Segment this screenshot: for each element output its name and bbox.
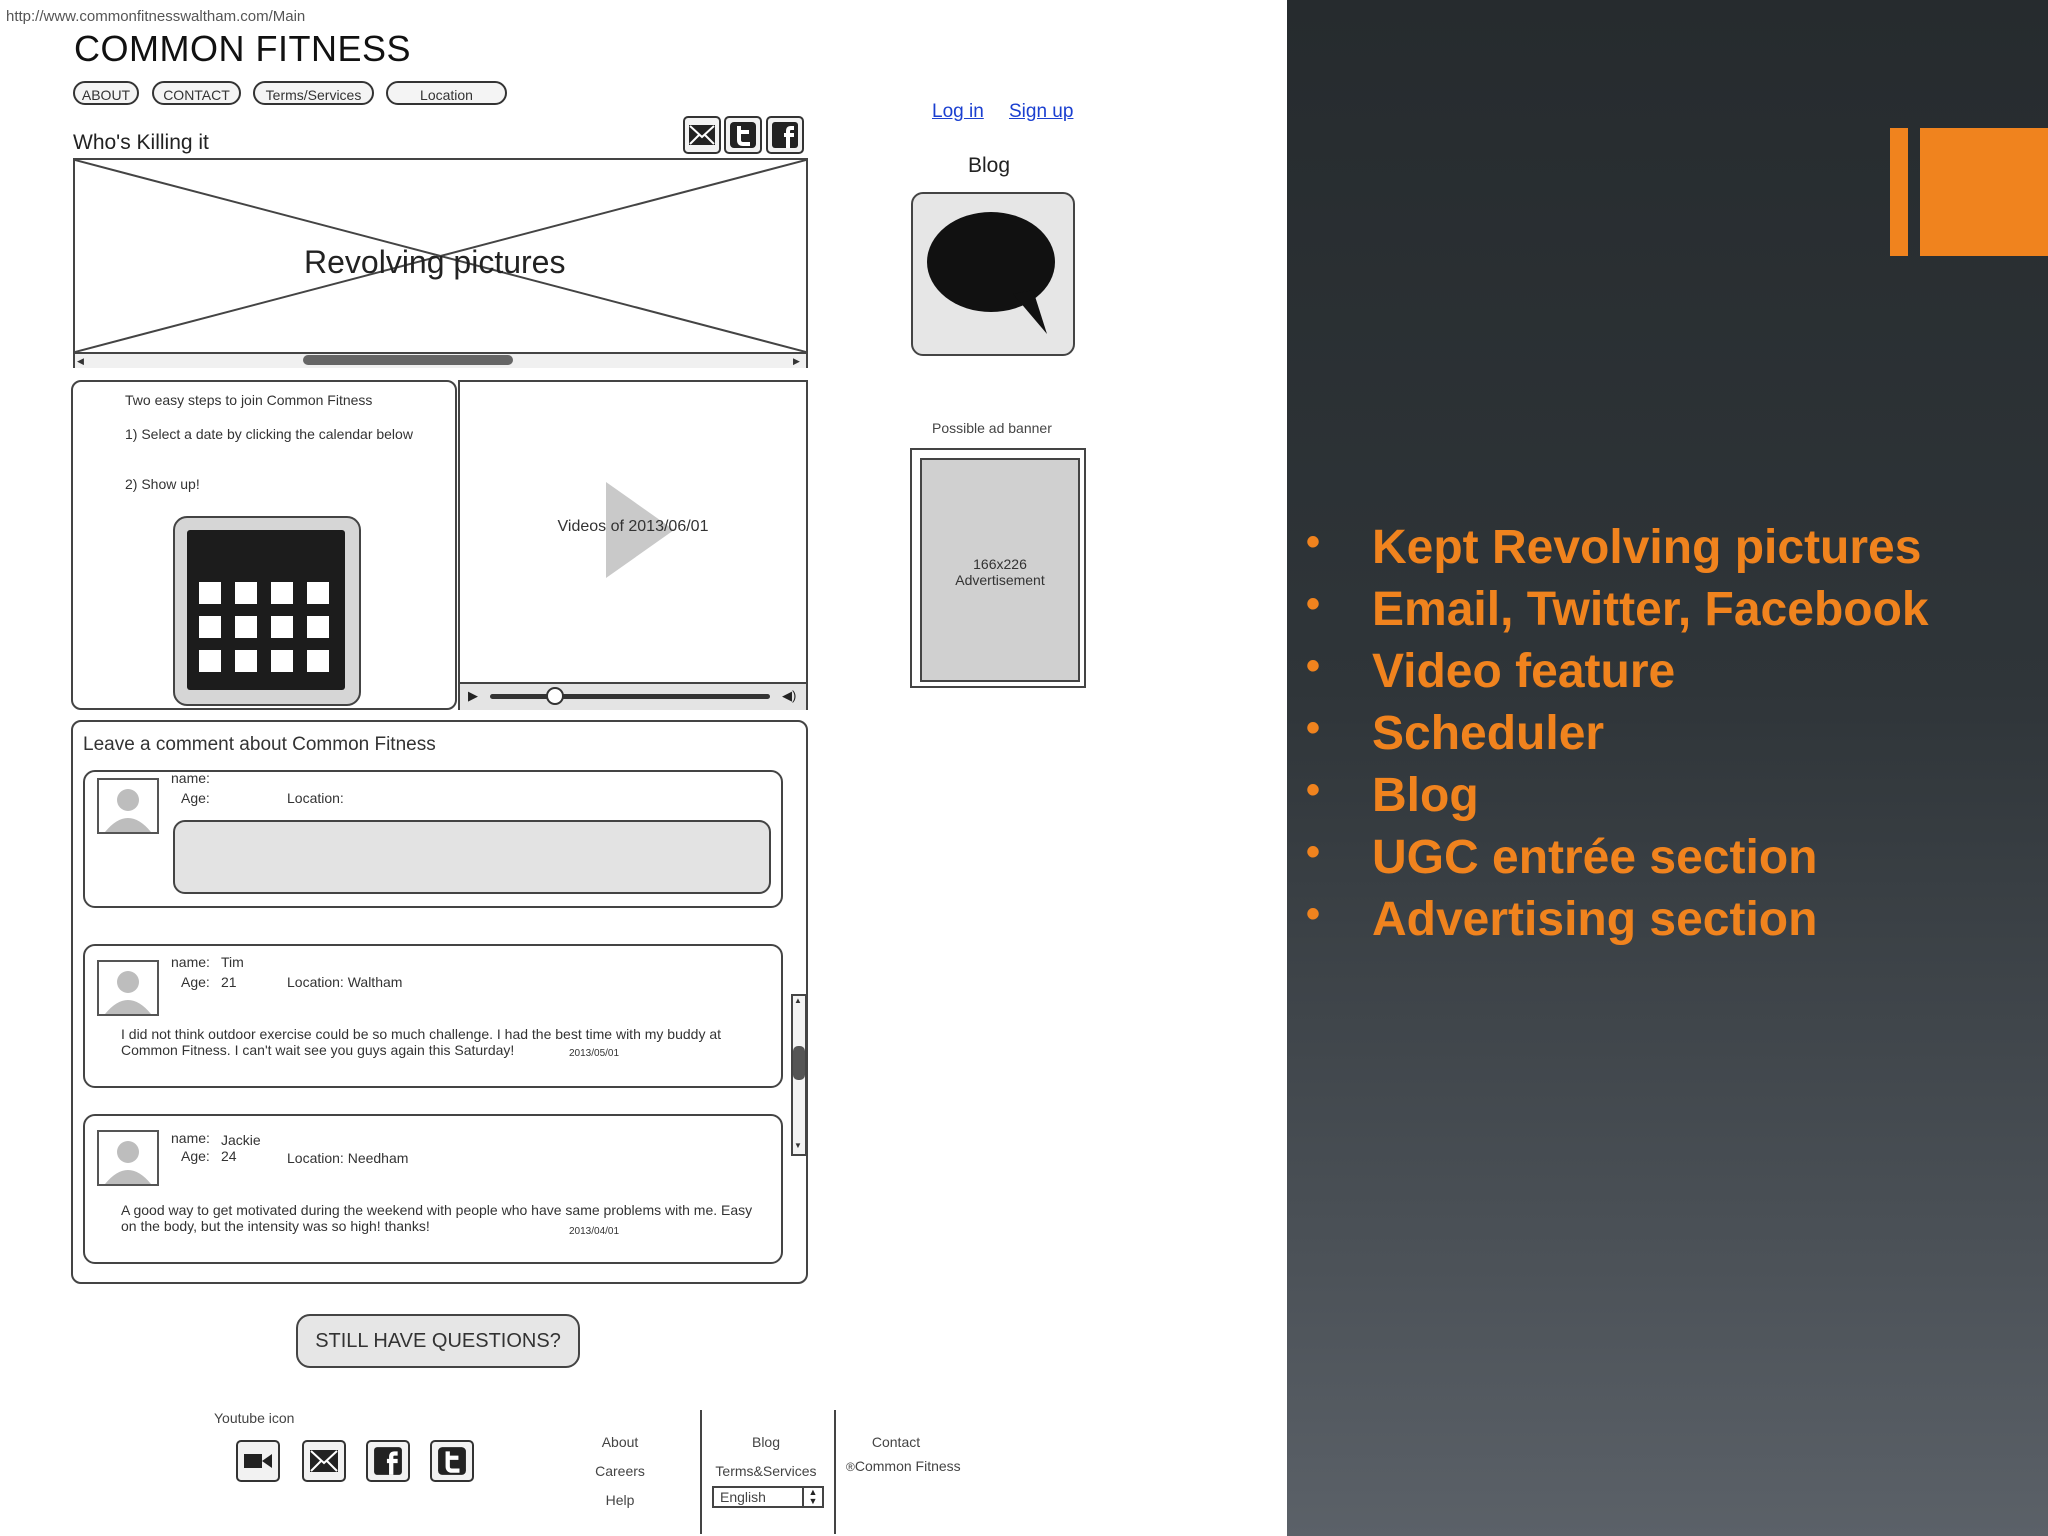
comment-location: Location: Waltham bbox=[287, 974, 403, 990]
comment-date: 2013/05/01 bbox=[569, 1048, 620, 1059]
carousel-placeholder-text: Revolving pictures bbox=[304, 244, 566, 280]
calendar-button[interactable] bbox=[173, 516, 361, 706]
comment-age-label: Age: bbox=[181, 1148, 210, 1164]
comment-textarea[interactable] bbox=[173, 820, 771, 894]
blog-button[interactable] bbox=[911, 192, 1075, 356]
comments-heading: Leave a comment about Common Fitness bbox=[83, 734, 436, 755]
blog-label: Blog bbox=[968, 154, 1011, 177]
login-link[interactable]: Log in bbox=[932, 101, 984, 122]
browser-url: http://www.commonfitnesswaltham.com/Main bbox=[6, 8, 306, 25]
comment-name-label: name: bbox=[171, 954, 210, 970]
comment-name-label: name: bbox=[171, 1130, 210, 1146]
hero-heading: Who's Killing it bbox=[73, 131, 209, 154]
comments-section bbox=[71, 720, 808, 1284]
footer-divider bbox=[700, 1410, 702, 1534]
still-have-questions-button[interactable]: STILL HAVE QUESTIONS? bbox=[296, 1314, 580, 1368]
calendar-icon bbox=[187, 530, 345, 690]
speech-bubble-icon bbox=[913, 194, 1073, 354]
comment-age: 24 bbox=[221, 1148, 237, 1164]
form-name-label: name: bbox=[171, 770, 210, 786]
footer-link-terms[interactable]: Terms&Services bbox=[715, 1463, 817, 1479]
footer-divider bbox=[834, 1410, 836, 1534]
comment-date: 2013/04/01 bbox=[569, 1226, 620, 1237]
video-caption: Videos of 2013/06/01 bbox=[557, 518, 709, 535]
footer-link-blog[interactable]: Blog bbox=[751, 1434, 781, 1450]
avatar-icon bbox=[97, 960, 159, 1016]
twitter-icon[interactable] bbox=[724, 116, 762, 154]
language-value: English bbox=[720, 1489, 766, 1505]
nav-about-button[interactable]: ABOUT bbox=[73, 81, 139, 105]
steps-title: Two easy steps to join Common Fitness bbox=[125, 392, 373, 408]
comments-scrollbar[interactable] bbox=[791, 994, 807, 1156]
youtube-icon[interactable] bbox=[236, 1440, 280, 1482]
carousel-scrollbar[interactable] bbox=[75, 352, 806, 368]
form-age-label: Age: bbox=[181, 790, 210, 806]
email-icon[interactable] bbox=[683, 116, 721, 154]
footer-col3 bbox=[856, 1428, 936, 1457]
comment-age-label: Age: bbox=[181, 974, 210, 990]
ad-text: Advertisement bbox=[955, 572, 1045, 588]
accent-bar bbox=[1890, 128, 1908, 256]
ad-inner bbox=[920, 458, 1080, 682]
select-arrows-icon: ▲ ▼ bbox=[802, 1488, 822, 1506]
footer-col2 bbox=[708, 1428, 824, 1486]
copyright-icon: ® bbox=[846, 1460, 855, 1474]
youtube-icon-label: Youtube icon bbox=[214, 1410, 295, 1426]
comment-item bbox=[83, 944, 783, 1088]
footer-link-contact[interactable]: Contact bbox=[871, 1434, 921, 1450]
nav-terms-button[interactable]: Terms/Services bbox=[253, 81, 374, 105]
volume-icon[interactable]: ◀) bbox=[782, 688, 797, 703]
video-player[interactable] bbox=[458, 380, 808, 710]
footer-link-help[interactable]: Help bbox=[605, 1492, 635, 1508]
accent-block bbox=[1920, 128, 2048, 256]
steps-step2: 2) Show up! bbox=[125, 476, 200, 492]
comment-name: Tim bbox=[221, 954, 244, 970]
form-location-label: Location: bbox=[287, 790, 344, 806]
comment-item bbox=[83, 1114, 783, 1264]
language-select[interactable] bbox=[712, 1486, 824, 1508]
footer-copyright bbox=[846, 1458, 961, 1474]
scroll-right-arrow-icon[interactable]: ▶ bbox=[793, 356, 800, 366]
carousel-scroll-thumb[interactable] bbox=[303, 355, 513, 365]
comment-name: Jackie bbox=[221, 1132, 261, 1148]
comment-age: 21 bbox=[221, 974, 237, 990]
scroll-up-arrow-icon[interactable]: ▲ bbox=[794, 996, 802, 1005]
ad-size: 166x226 bbox=[973, 556, 1027, 572]
steps-step1: 1) Select a date by clicking the calendar below bbox=[125, 426, 413, 442]
facebook-icon[interactable] bbox=[766, 116, 804, 154]
comment-location: Location: Needham bbox=[287, 1150, 409, 1166]
site-title: COMMON FITNESS bbox=[74, 28, 411, 69]
comment-text: I did not think outdoor exercise could be so much challenge. I had the best time with my buddy at Common Fitness. I can't wait see you guys again this Saturday! bbox=[121, 1026, 722, 1058]
steps-panel bbox=[71, 380, 457, 710]
signup-link[interactable]: Sign up bbox=[1009, 101, 1074, 122]
ad-banner[interactable] bbox=[910, 448, 1086, 688]
scroll-down-arrow-icon[interactable]: ▼ bbox=[794, 1141, 802, 1150]
nav-contact-button[interactable]: CONTACT bbox=[152, 81, 241, 105]
footer-twitter-icon[interactable] bbox=[430, 1440, 474, 1482]
video-seek-thumb[interactable] bbox=[546, 687, 564, 705]
avatar-icon bbox=[97, 1130, 159, 1186]
ad-label: Possible ad banner bbox=[932, 420, 1052, 436]
footer-link-careers[interactable]: Careers bbox=[595, 1463, 645, 1479]
footer-facebook-icon[interactable] bbox=[366, 1440, 410, 1482]
copyright-text: Common Fitness bbox=[854, 1458, 961, 1474]
comment-form bbox=[83, 770, 783, 908]
scroll-left-arrow-icon[interactable]: ◀ bbox=[77, 356, 84, 366]
comments-scroll-thumb[interactable] bbox=[793, 1046, 805, 1080]
video-play-small-icon[interactable]: ▶ bbox=[468, 688, 478, 703]
video-seek-bar[interactable] bbox=[490, 694, 770, 699]
video-controls bbox=[460, 682, 806, 710]
comment-text: A good way to get motivated during the weekend with people who have same problems with me. Easy on the body, but the intensity was so high! thanks! bbox=[121, 1202, 753, 1234]
nav-location-button[interactable]: Location bbox=[386, 81, 507, 105]
footer-email-icon[interactable] bbox=[302, 1440, 346, 1482]
revolving-pictures-carousel[interactable] bbox=[73, 158, 808, 368]
footer-col1 bbox=[590, 1428, 650, 1515]
avatar-icon bbox=[97, 778, 159, 834]
footer-link-about[interactable]: About bbox=[601, 1434, 639, 1450]
